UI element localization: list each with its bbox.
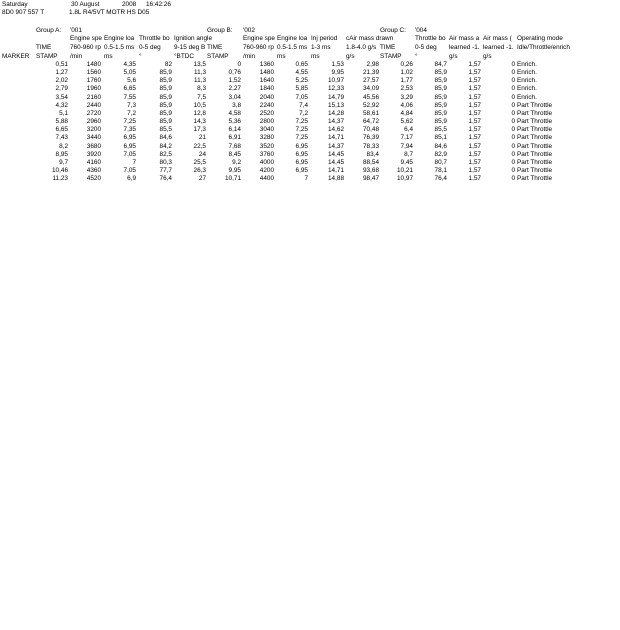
header-cell: learned -1. <box>483 44 514 51</box>
table-cell: 0 <box>511 109 515 117</box>
table-cell: 14,71 <box>328 166 344 174</box>
table-cell: 84,7 <box>434 61 447 68</box>
header-cell: °BTDC <box>174 53 194 60</box>
year-text: 2008 <box>122 1 137 8</box>
table-cell: 1360 <box>259 61 274 68</box>
table-cell: 2800 <box>259 118 274 126</box>
header-cell: 0-5 deg <box>415 44 437 51</box>
table-cell: 9,95 <box>228 166 241 174</box>
table-cell: 10,97 <box>328 77 344 85</box>
table-cell: 26,3 <box>193 166 206 174</box>
table-cell: 2960 <box>86 118 101 126</box>
table-cell: 3,8 <box>232 101 241 109</box>
table-cell: 88,54 <box>363 158 379 166</box>
table-cell: 14,37 <box>328 118 344 126</box>
header-cell: /min <box>243 53 256 60</box>
table-cell: 13,5 <box>193 61 206 68</box>
table-cell: 85,1 <box>434 134 447 142</box>
table-cell: Part Throttle <box>517 142 553 150</box>
table-cell: 6,4 <box>404 126 413 134</box>
table-cell: 6,65 <box>123 85 136 93</box>
table-cell: 4,06 <box>400 101 413 109</box>
table-cell: 0 <box>511 126 515 134</box>
group-b-label: Group B: <box>207 27 233 34</box>
table-cell: 10,5 <box>193 101 206 109</box>
table-cell: Part Throttle <box>517 109 553 117</box>
table-cell: 0,65 <box>295 61 308 68</box>
table-cell: 1,57 <box>468 150 481 158</box>
table-cell: 3680 <box>86 142 101 150</box>
table-cell: 11,3 <box>194 77 206 85</box>
table-cell: 3040 <box>259 126 274 134</box>
table-cell: 4520 <box>86 175 101 183</box>
table-cell: 6,95 <box>295 142 308 150</box>
table-cell: 85,9 <box>434 93 447 101</box>
table-cell: 78,1 <box>434 166 447 174</box>
table-cell: 0 <box>511 61 515 68</box>
table-cell: 5,36 <box>228 118 241 126</box>
header-cell: 760-960 rp <box>243 44 274 51</box>
header-cell: 760-960 rp <box>70 44 101 51</box>
table-cell: 0 <box>511 175 515 183</box>
table-cell: 2240 <box>259 101 274 109</box>
header-cell: Engine loa <box>104 35 135 42</box>
table-cell: 93,68 <box>363 166 379 174</box>
header-cell: Idle/Throttle/enrich <box>517 44 570 51</box>
table-cell: 0,26 <box>400 61 413 68</box>
table-cell: 5,85 <box>295 85 308 93</box>
table-cell: 1,57 <box>468 158 481 166</box>
table-cell: 1,02 <box>400 69 413 77</box>
table-cell: 10,46 <box>52 166 68 174</box>
table-cell: 0 <box>511 150 515 158</box>
table-cell: 4000 <box>259 158 274 166</box>
table-cell: 1,57 <box>468 142 481 150</box>
table-cell: 2,98 <box>366 61 379 68</box>
table-cell: 4,32 <box>55 101 68 109</box>
table-cell: 1,57 <box>468 166 481 174</box>
header-cell: g/s <box>483 53 492 60</box>
table-cell: 0 <box>511 134 515 142</box>
table-cell: 2720 <box>86 109 101 117</box>
table-cell: 85,9 <box>434 69 447 77</box>
table-cell: 2,53 <box>400 85 413 93</box>
table-cell: 52,92 <box>363 101 379 109</box>
table-cell: 0 <box>511 77 515 85</box>
table-cell: 9,2 <box>232 158 241 166</box>
header-cell: Throttle bo <box>139 35 170 42</box>
table-cell: 9,7 <box>59 158 68 166</box>
table-cell: 4400 <box>259 175 274 183</box>
table-cell: 6,95 <box>123 134 136 142</box>
table-cell: 2,79 <box>55 85 68 93</box>
table-cell: Part Throttle <box>517 175 553 183</box>
table-cell: 1,57 <box>468 118 481 126</box>
header-cell: 0-5 deg <box>139 44 161 51</box>
table-cell: 98,47 <box>363 175 379 183</box>
table-cell: 4,35 <box>123 61 136 68</box>
group-b-value: '002 <box>243 27 255 34</box>
table-cell: 58,61 <box>363 109 379 117</box>
table-cell: 2520 <box>259 109 274 117</box>
header-cell: ms <box>311 53 320 60</box>
table-cell: 2160 <box>86 93 101 101</box>
table-cell: 8,3 <box>197 85 206 93</box>
header-cell: cAir mass drawn <box>346 35 394 42</box>
table-cell: 7,3 <box>127 101 136 109</box>
table-cell: 82 <box>164 61 172 68</box>
table-cell: 1480 <box>86 61 101 68</box>
table-cell: 9,45 <box>400 158 413 166</box>
table-cell: 8,2 <box>59 142 68 150</box>
time-text: 16:42:26 <box>146 1 171 8</box>
table-cell: 14,62 <box>328 126 344 134</box>
stamp-a-header: STAMP <box>36 53 58 60</box>
table-cell: 10,97 <box>397 175 413 183</box>
table-cell: Part Throttle <box>517 101 553 109</box>
table-cell: 5,25 <box>295 77 308 85</box>
table-cell: 15,13 <box>328 101 344 109</box>
table-cell: Enrich. <box>517 69 537 77</box>
table-cell: 0 <box>237 61 241 68</box>
header-cell: g/s <box>346 53 355 60</box>
header-cell: Engine loa <box>277 35 308 42</box>
table-cell: Enrich. <box>517 61 537 68</box>
table-cell: 0 <box>511 166 515 174</box>
table-cell: 4,55 <box>295 69 308 77</box>
table-cell: 78,33 <box>363 142 379 150</box>
header-cell: 0.5-1.5 ms <box>104 44 135 51</box>
table-cell: 6,95 <box>295 166 308 174</box>
table-cell: 8,7 <box>404 150 413 158</box>
header-cell: 1-3 ms <box>311 44 331 51</box>
table-cell: 5,05 <box>123 69 136 77</box>
header-cell: Engine spe <box>243 35 275 42</box>
table-cell: 3,29 <box>400 93 413 101</box>
table-cell: 85,9 <box>434 77 447 85</box>
header-cell: 0.5-1.5 ms <box>277 44 308 51</box>
header-cell: Inj period <box>311 35 338 42</box>
table-cell: 1,77 <box>400 77 413 85</box>
group-a-value: '001 <box>70 27 82 34</box>
table-cell: 7,35 <box>123 126 136 134</box>
table-cell: 4360 <box>86 166 101 174</box>
group-a-label: Group A: <box>36 27 62 34</box>
header-cell: 1.8-4.0 g/s <box>346 44 377 51</box>
header-cell: Engine spe <box>70 35 102 42</box>
table-cell: 21 <box>198 134 206 142</box>
table-cell: 80,3 <box>159 158 172 166</box>
table-cell: 7,55 <box>123 93 136 101</box>
table-cell: 85,9 <box>434 85 447 93</box>
table-cell: 70,48 <box>363 126 379 134</box>
part-number: 8D0 907 557 T <box>2 9 45 16</box>
table-cell: 85,9 <box>159 77 172 85</box>
table-cell: 85,9 <box>159 69 172 77</box>
table-cell: 25,5 <box>193 158 206 166</box>
table-cell: 8,95 <box>55 150 68 158</box>
header-cell: ms <box>277 53 286 60</box>
table-cell: 3520 <box>259 142 274 150</box>
table-cell: 85,9 <box>159 85 172 93</box>
table-cell: 7 <box>132 158 136 166</box>
table-cell: 85,9 <box>159 101 172 109</box>
table-cell: 5,6 <box>127 77 136 85</box>
table-cell: 1,57 <box>468 109 481 117</box>
table-cell: 14,45 <box>328 150 344 158</box>
table-cell: 7,05 <box>295 93 308 101</box>
table-cell: Part Throttle <box>517 150 553 158</box>
table-cell: 85,9 <box>434 118 447 126</box>
table-cell: 80,7 <box>434 158 447 166</box>
table-cell: 1,57 <box>468 126 481 134</box>
table-cell: 12,33 <box>328 85 344 93</box>
table-cell: 1,52 <box>228 77 241 85</box>
marker-header: MARKER <box>2 53 30 60</box>
header-cell: TIME <box>380 44 396 51</box>
table-cell: 64,72 <box>363 118 379 126</box>
table-cell: Part Throttle <box>517 126 553 134</box>
table-cell: 1760 <box>86 77 101 85</box>
day-text: Saturday <box>2 1 28 8</box>
table-cell: 82,5 <box>159 150 172 158</box>
table-cell: Part Throttle <box>517 134 553 142</box>
table-cell: 1,57 <box>468 77 481 85</box>
table-cell: Part Throttle <box>517 158 553 166</box>
table-cell: 9,95 <box>331 69 344 77</box>
table-cell: 3760 <box>259 150 274 158</box>
table-cell: 2,02 <box>55 77 68 85</box>
table-cell: 6,9 <box>127 175 136 183</box>
table-cell: 7,25 <box>295 118 308 126</box>
table-cell: 3200 <box>86 126 101 134</box>
table-cell: 7,4 <box>299 101 308 109</box>
header-cell: learned -1. <box>449 44 480 51</box>
table-cell: Enrich. <box>517 85 537 93</box>
header-cell: Ignition angle <box>174 35 213 42</box>
table-cell: 1,57 <box>468 85 481 93</box>
table-cell: Part Throttle <box>517 166 553 174</box>
table-cell: 76,4 <box>159 175 172 183</box>
table-cell: 5,88 <box>55 118 68 126</box>
header-cell: Throttle bo <box>415 35 446 42</box>
table-cell: 77,7 <box>159 166 172 174</box>
table-cell: 85,9 <box>159 118 172 126</box>
table-cell: 1,57 <box>468 175 481 183</box>
header-cell: ° <box>415 53 418 60</box>
table-cell: 6,65 <box>55 126 68 134</box>
table-cell: 82,9 <box>434 150 447 158</box>
table-cell: 14,71 <box>328 134 344 142</box>
table-cell: 1840 <box>259 85 274 93</box>
time-a-header: TIME <box>36 44 52 51</box>
header-cell: g/s <box>449 53 458 60</box>
table-cell: Enrich. <box>517 77 537 85</box>
table-cell: 6,95 <box>295 150 308 158</box>
table-cell: 2,27 <box>228 85 241 93</box>
table-cell: 0 <box>511 101 515 109</box>
table-cell: 4,58 <box>228 109 241 117</box>
table-cell: 1,53 <box>331 61 344 68</box>
table-cell: 1,27 <box>55 69 68 77</box>
table-cell: 7,94 <box>400 142 413 150</box>
header-cell: ms <box>104 53 113 60</box>
table-cell: 84,6 <box>159 134 172 142</box>
table-cell: 7,25 <box>123 118 136 126</box>
header-cell: Air mass ( <box>483 35 512 42</box>
table-cell: 21,39 <box>363 69 379 77</box>
header-cell: STAMP <box>207 53 229 60</box>
table-cell: 85,9 <box>434 109 447 117</box>
table-cell: 76,4 <box>434 175 447 183</box>
table-cell: 22,5 <box>193 142 206 150</box>
table-cell: 34,09 <box>363 85 379 93</box>
table-cell: 5,62 <box>400 118 413 126</box>
table-cell: 6,95 <box>123 142 136 150</box>
table-cell: 14,3 <box>193 118 206 126</box>
table-cell: 8,45 <box>228 150 241 158</box>
table-cell: 0 <box>511 158 515 166</box>
table-cell: 3,04 <box>228 93 241 101</box>
table-cell: 7,25 <box>295 134 308 142</box>
table-cell: 1560 <box>86 69 101 77</box>
table-cell: 1,57 <box>468 101 481 109</box>
table-cell: 7,25 <box>295 126 308 134</box>
table-cell: 14,79 <box>328 93 344 101</box>
table-cell: 4160 <box>86 158 101 166</box>
table-cell: 1,57 <box>468 134 481 142</box>
table-cell: 84,6 <box>434 142 447 150</box>
table-cell: 1640 <box>259 77 274 85</box>
table-cell: 2440 <box>86 101 101 109</box>
table-cell: 10,71 <box>225 175 241 183</box>
table-cell: 84,2 <box>159 142 172 150</box>
table-cell: 7,68 <box>228 142 241 150</box>
table-cell: 7,2 <box>127 109 136 117</box>
table-cell: 1,57 <box>468 93 481 101</box>
table-cell: 7,05 <box>123 166 136 174</box>
table-cell: 0 <box>511 142 515 150</box>
table-cell: 85,5 <box>159 126 172 134</box>
table-cell: 76,39 <box>363 134 379 142</box>
table-cell: 24 <box>198 150 206 158</box>
table-cell: 3440 <box>86 134 101 142</box>
table-cell: 1480 <box>259 69 274 77</box>
table-cell: 3920 <box>86 150 101 158</box>
group-c-value: '004 <box>415 27 427 34</box>
table-cell: 0,76 <box>228 69 241 77</box>
table-cell: 3,54 <box>55 93 68 101</box>
table-cell: 7,43 <box>55 134 68 142</box>
table-cell: 45,56 <box>363 93 379 101</box>
table-cell: Enrich. <box>517 93 537 101</box>
table-cell: 83,4 <box>366 150 379 158</box>
date-text: 30 August <box>71 1 100 8</box>
table-cell: 7 <box>304 175 308 183</box>
table-cell: 0 <box>511 69 515 77</box>
table-cell: 85,9 <box>159 93 172 101</box>
table-cell: 0 <box>511 85 515 93</box>
table-cell: 6,14 <box>228 126 241 134</box>
table-cell: 7,05 <box>123 150 136 158</box>
table-cell: 10,21 <box>397 166 413 174</box>
header-cell: 9-15 deg B <box>174 44 206 51</box>
table-cell: 14,28 <box>328 109 344 117</box>
table-cell: 2040 <box>259 93 274 101</box>
table-cell: 14,45 <box>328 158 344 166</box>
table-cell: 0 <box>511 93 515 101</box>
header-cell: ° <box>139 53 142 60</box>
table-cell: 1,57 <box>468 69 481 77</box>
table-cell: 3280 <box>259 134 274 142</box>
table-cell: 0 <box>511 118 515 126</box>
table-cell: 4200 <box>259 166 274 174</box>
table-cell: Part Throttle <box>517 118 553 126</box>
table-cell: 27 <box>198 175 206 183</box>
table-cell: 85,9 <box>159 109 172 117</box>
table-cell: 0,51 <box>55 61 68 68</box>
header-cell: TIME <box>207 44 223 51</box>
table-cell: 85,9 <box>434 101 447 109</box>
table-cell: 14,37 <box>328 142 344 150</box>
table-cell: 27,57 <box>363 77 379 85</box>
table-cell: 5,1 <box>59 109 68 117</box>
table-cell: 11,3 <box>194 69 206 77</box>
table-cell: 14,88 <box>328 175 344 183</box>
table-cell: 7,17 <box>400 134 413 142</box>
table-cell: 11,23 <box>52 175 68 183</box>
header-cell: /min <box>70 53 83 60</box>
table-cell: 4,84 <box>400 109 413 117</box>
table-cell: 1,57 <box>468 61 481 68</box>
table-cell: 6,95 <box>295 158 308 166</box>
table-cell: 85,5 <box>434 126 447 134</box>
table-cell: 1960 <box>86 85 101 93</box>
table-cell: 17,3 <box>193 126 206 134</box>
header-cell: STAMP <box>380 53 402 60</box>
table-cell: 7,2 <box>299 109 308 117</box>
ecu-description: 1.8L R4/5VT MOTR HS D05 <box>69 9 150 16</box>
header-cell: Operating mode <box>517 35 563 42</box>
table-cell: 7,5 <box>197 93 206 101</box>
table-cell: 12,8 <box>193 109 206 117</box>
table-cell: 6,91 <box>228 134 241 142</box>
header-cell: Air mass a <box>449 35 480 42</box>
group-c-label: Group C: <box>380 27 406 34</box>
